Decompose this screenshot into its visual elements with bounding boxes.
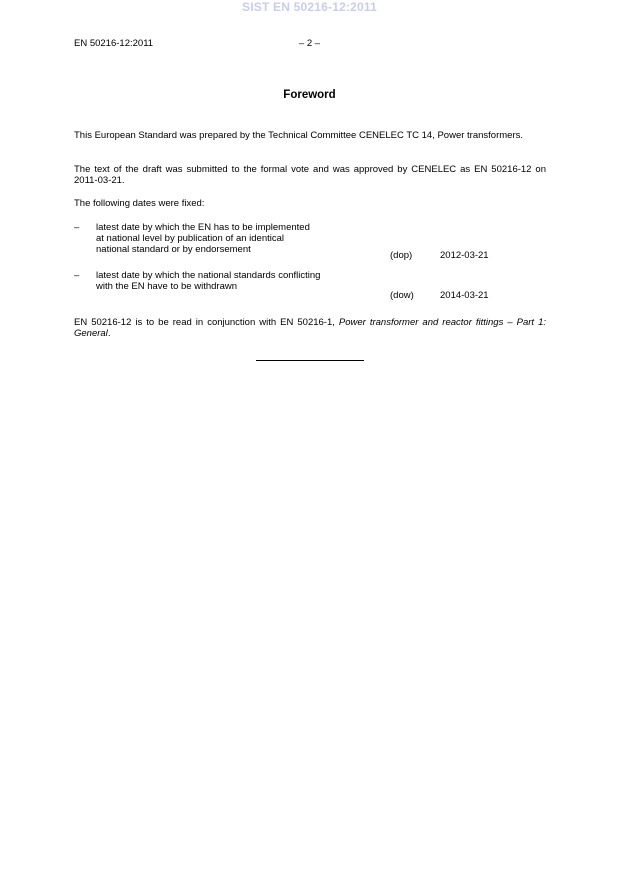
list-dash: – — [74, 270, 80, 281]
header-document-id: EN 50216-12:2011 — [74, 38, 154, 49]
list-item-dow-text — [96, 270, 376, 292]
page-title: Foreword — [283, 89, 336, 101]
list-item-dop-code: (dop) — [390, 250, 413, 261]
end-rule — [256, 360, 364, 361]
list-line: with the EN have to be withdrawn — [96, 281, 237, 292]
list-dash: – — [74, 222, 80, 233]
closing-title: Power transformer and reactor fittings – Part 1: General — [74, 317, 546, 339]
paragraph-committee: This European Standard was prepared by the Technical Committee CENELEC TC 14, Power transformers. — [74, 130, 523, 141]
list-item-dop-date: 2012-03-21 — [440, 250, 489, 261]
paragraph-approval: The text of the draft was submitted to the formal vote and was approved by CENELEC as EN 50216-12 on 2011-03-21. — [74, 164, 546, 186]
list-line: latest date by which the EN has to be implemented — [96, 222, 310, 233]
list-line: at national level by publication of an identical — [96, 233, 285, 244]
list-item-dow-code: (dow) — [390, 290, 414, 301]
list-item-dop-text — [96, 222, 376, 255]
list-line: national standard or by endorsement — [96, 244, 251, 255]
paragraph-dates-intro: The following dates were fixed: — [74, 198, 205, 209]
paragraph-closing — [74, 317, 546, 339]
closing-period: . — [107, 328, 111, 339]
closing-text: EN 50216-12 is to be read in conjunction with EN 50216-1, — [74, 317, 339, 328]
list-item-dow-date: 2014-03-21 — [440, 290, 489, 301]
list-line: latest date by which the national standards conflicting — [96, 270, 321, 281]
watermark: SIST EN 50216-12:2011 — [242, 0, 377, 14]
header-page-number: – 2 – — [298, 38, 321, 49]
